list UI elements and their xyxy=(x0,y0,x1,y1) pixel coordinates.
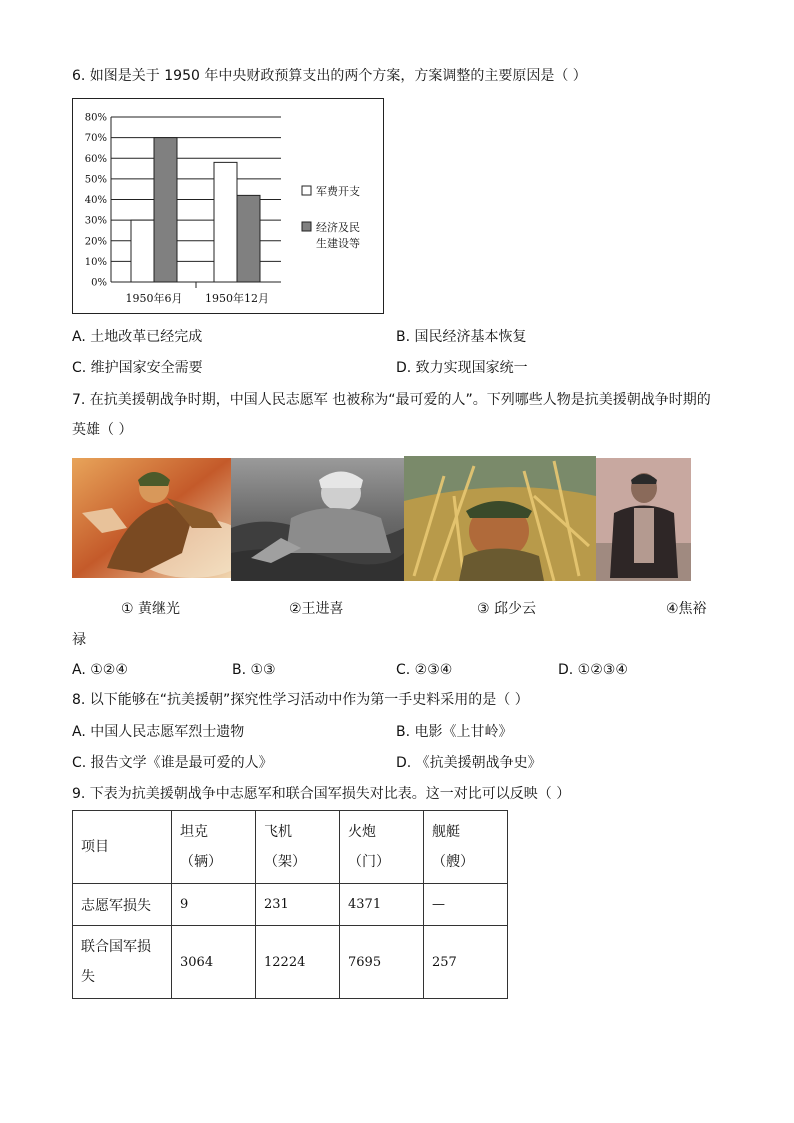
q8-option-c[interactable]: C. 报告文学《谁是最可爱的人》 xyxy=(72,755,273,771)
y-tick-label: 60% xyxy=(84,153,107,165)
row-label xyxy=(73,926,172,999)
header-artillery: 火炮 xyxy=(348,824,376,840)
caption-4: ④焦裕 xyxy=(666,601,707,617)
q7-option-a[interactable]: A. ①②④ xyxy=(72,662,128,678)
row-label-line1: 联合国军损 xyxy=(81,939,151,955)
header-cell xyxy=(256,811,340,884)
q6-option-a[interactable]: A. 土地改革已经完成 xyxy=(72,329,203,345)
header-ship-unit: （艘） xyxy=(432,854,474,870)
y-tick-label: 0% xyxy=(91,277,107,289)
table-cell: — xyxy=(424,884,508,926)
q7-option-c[interactable]: C. ②③④ xyxy=(396,662,453,678)
photo-jiao-yulu xyxy=(596,458,691,581)
table-cell: 4371 xyxy=(340,884,424,926)
legend-swatch xyxy=(302,186,311,195)
header-item: 项目 xyxy=(81,839,109,855)
x-category-label: 1950年6月 xyxy=(125,292,183,305)
q8-stem: 8. 以下能够在“抗美援朝”探究性学习活动中作为第一手史料采用的是（ ） xyxy=(72,692,529,708)
table-cell: 7695 xyxy=(340,926,424,999)
header-tank: 坦克 xyxy=(180,824,208,840)
q8-option-d[interactable]: D. 《抗美援朝战争史》 xyxy=(396,755,542,771)
header-cell xyxy=(424,811,508,884)
q8-option-b[interactable]: B. 电影《上甘岭》 xyxy=(396,724,513,740)
legend-label: 军费开支 xyxy=(316,185,360,198)
q6-option-d[interactable]: D. 致力实现国家统一 xyxy=(396,360,528,376)
q7-option-d[interactable]: D. ①②③④ xyxy=(558,662,628,678)
header-artillery-unit: （门） xyxy=(348,854,390,870)
header-plane-unit: （架） xyxy=(264,854,306,870)
photo-wang-jinxi xyxy=(231,458,404,581)
table-cell: 231 xyxy=(256,884,340,926)
y-tick-label: 80% xyxy=(84,112,107,124)
y-tick-label: 40% xyxy=(84,195,107,206)
caption-4-wrap: 禄 xyxy=(72,632,86,648)
header-cell xyxy=(172,811,256,884)
header-cell xyxy=(73,811,172,884)
table-header-row xyxy=(73,811,508,884)
legend-label: 经济及民 xyxy=(316,221,360,234)
legend-swatch xyxy=(302,222,311,231)
q7-stem-line2: 英雄（ ） xyxy=(72,422,133,438)
caption-2: ②王进喜 xyxy=(289,601,344,617)
header-cell xyxy=(340,811,424,884)
q7-option-b[interactable]: B. ①③ xyxy=(232,662,276,678)
bar-chart-svg xyxy=(73,99,383,313)
y-tick-label: 10% xyxy=(84,256,107,268)
q6-stem: 6. 如图是关于 1950 年中央财政预算支出的两个方案，方案调整的主要原因是（ ） xyxy=(72,68,587,84)
loss-table xyxy=(72,810,508,999)
row-label: 志愿军损失 xyxy=(73,884,172,926)
table-cell: 12224 xyxy=(256,926,340,999)
caption-1: ① 黄继光 xyxy=(121,601,181,617)
q8-option-a[interactable]: A. 中国人民志愿军烈士遗物 xyxy=(72,724,245,740)
row-label-line2: 失 xyxy=(81,969,95,985)
y-tick-label: 20% xyxy=(84,236,107,248)
table-cell: 257 xyxy=(424,926,508,999)
table-cell: 9 xyxy=(172,884,256,926)
q6-option-b[interactable]: B. 国民经济基本恢复 xyxy=(396,329,527,345)
q7-stem-line1: 7. 在抗美援朝战争时期，中国人民志愿军 也被称为“最可爱的人”。下列哪些人物是抗美援朝战争时期的 xyxy=(72,392,711,408)
header-tank-unit: （辆） xyxy=(180,854,222,870)
legend-label: 生建设等 xyxy=(316,237,360,250)
bar xyxy=(214,162,237,282)
q6-option-c[interactable]: C. 维护国家安全需要 xyxy=(72,360,203,376)
table-row xyxy=(73,884,508,926)
photo-huang-jiguang xyxy=(72,458,231,578)
budget-chart xyxy=(72,98,384,314)
q9-stem: 9. 下表为抗美援朝战争中志愿军和联合国军损失对比表。这一对比可以反映（ ） xyxy=(72,786,571,802)
header-ship: 舰艇 xyxy=(432,824,460,840)
header-plane: 飞机 xyxy=(264,824,292,840)
photo-qiu-shaoyun xyxy=(404,456,596,581)
y-tick-label: 30% xyxy=(84,215,107,227)
y-tick-label: 70% xyxy=(84,133,107,145)
table-row xyxy=(73,926,508,999)
table-cell: 3064 xyxy=(172,926,256,999)
bar xyxy=(237,195,260,282)
y-tick-label: 50% xyxy=(84,174,107,186)
x-category-label: 1950年12月 xyxy=(205,292,269,305)
caption-3: ③ 邱少云 xyxy=(477,601,537,617)
bar xyxy=(154,138,177,282)
bar xyxy=(131,220,154,282)
